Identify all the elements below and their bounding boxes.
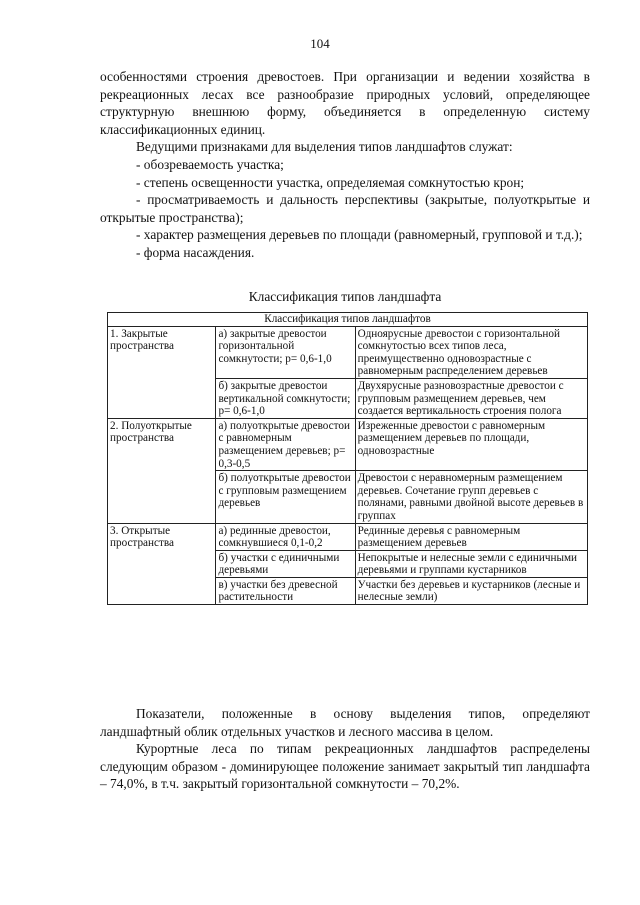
outro-paragraph-2: Курортные леса по типам рекреационных ландшафтов распределены следующим образом - доминирующее положение занимает закрытый тип ландшафта – 74,0%, в т.ч. закрытый горизонтальной сомкнутости – 70,2%. [100,741,590,792]
landscape-classification-table [107,312,588,605]
outro-text [100,705,590,793]
subtype-cell: а) полуоткрытые древостои с равномерным размещением деревьев; р= 0,3-0,5 [216,418,355,470]
criteria-item-visibility: - обозреваемость участка; [136,156,284,172]
outro-paragraph-1: Показатели, положенные в основу выделения типов, определяют ландшафтный облик отдельных участков и лесного массива в целом. [100,706,590,739]
description-cell: Изреженные древостои с равномерным размещением деревьев по площади, одновозрастные [355,418,587,470]
table-row [108,326,588,378]
subtype-cell: а) рединные древостои, сомкнувшиеся 0,1-0,2 [216,523,355,550]
description-cell: Рединные деревья с равномерным размещением деревьев [355,523,587,550]
subtype-cell: б) полуоткрытые древостои с групповым размещением деревьев [216,471,355,523]
criteria-item-perspective: - просматриваемость и дальность перспективы (закрытые, полуоткрытые и открытые пространства); [100,192,590,225]
subtype-cell: б) закрытые древостои вертикальной сомкнутости; р= 0,6-1,0 [216,378,355,418]
description-cell: Древостои с неравномерным размещением деревьев. Сочетание групп деревьев с полянами, равными двойной высоте деревьев в группах [355,471,587,523]
subtype-cell: б) участки с единичными деревьями [216,550,355,577]
description-cell: Одноярусные древостои с горизонтальной сомкнутостью всех типов леса, преимущественно одновозрастные с равномерным распределением деревьев [355,326,587,378]
table-header: Классификация типов ландшафтов [108,313,588,327]
description-cell: Двухярусные разновозрастные древостои с групповым размещением деревьев, чем создается вертикальность строения полога [355,378,587,418]
table-row [108,523,588,550]
criteria-lead: Ведущими признаками для выделения типов ландшафтов служат: [136,139,513,155]
criteria-item-illumination: - степень освещенности участка, определяемая сомкнутостью крон; [136,174,525,190]
page-number: 104 [310,36,330,51]
table-header-row [108,313,588,327]
description-cell: Непокрытые и нелесные земли с единичными деревьями и группами кустарников [355,550,587,577]
description-cell: Участки без деревьев и кустарников (лесные и нелесные земли) [355,577,587,604]
intro-text [100,68,590,262]
group-name: 2. Полуоткрытые пространства [108,418,216,523]
table-caption: Классификация типов ландшафта [248,289,442,304]
group-name: 1. Закрытые пространства [108,326,216,418]
criteria-item-placement: - характер размещения деревьев по площади (равномерный, групповой и т.д.); [136,227,583,243]
subtype-cell: а) закрытые древостои горизонтальной сомкнутости; р= 0,6-1,0 [216,326,355,378]
subtype-cell: в) участки без древесной растительности [216,577,355,604]
group-name: 3. Открытые пространства [108,523,216,605]
criteria-item-stand-form: - форма насаждения. [136,244,255,260]
table-row [108,418,588,470]
intro-paragraph: особенностями строения древостоев. При организации и ведении хозяйства в рекреационных лесах все разнообразие природных условий, определяющее структурную внешнюю форму, объединяется в определенную систему классификационных единиц. [100,69,590,137]
